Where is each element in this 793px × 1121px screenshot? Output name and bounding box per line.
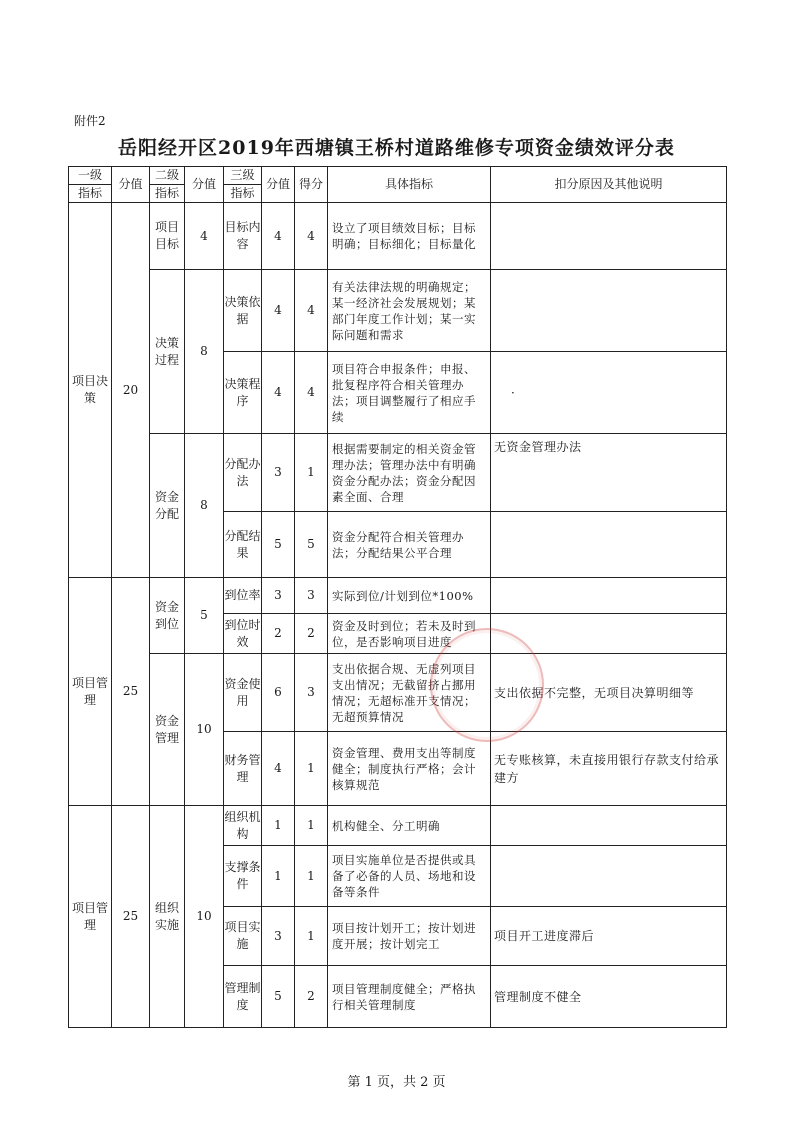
row-got: 4 [295,203,328,270]
header-score2: 分值 [185,167,224,203]
row-detail: 资金分配符合相关管理办法；分配结果公平合理 [328,512,491,578]
row-score: 6 [262,654,295,732]
row-score: 4 [262,352,295,434]
row-name: 决策程序 [224,352,262,434]
row-detail: 实际到位/计划到位*100% [328,578,491,614]
table-row [69,806,727,846]
header-score3: 分值 [262,167,295,203]
subgroup-name: 项目目标 [150,203,185,270]
table-row [69,654,727,732]
row-score: 2 [262,614,295,654]
row-name: 目标内容 [224,203,262,270]
subgroup-score: 8 [185,270,224,434]
row-reason [491,614,727,654]
row-reason: · [491,352,727,434]
row-reason [491,846,727,907]
row-reason: 支出依据不完整，无项目决算明细等 [491,654,727,732]
row-reason: 项目开工进度滞后 [491,907,727,966]
row-name: 财务管理 [224,732,262,806]
row-score: 1 [262,806,295,846]
row-reason [491,578,727,614]
subgroup-name: 资金到位 [150,578,185,654]
group-name: 项目管理 [69,578,112,806]
subgroup-score: 8 [185,434,224,578]
row-reason [491,806,727,846]
subgroup-name: 资金分配 [150,434,185,578]
group-score: 20 [112,203,150,578]
row-detail: 有关法律法规的明确规定；某一经济社会发展规划；某部门年度工作计划；某一实际问题和需求 [328,270,491,352]
row-score: 3 [262,578,295,614]
row-reason: 无资金管理办法 [491,434,727,512]
row-detail: 资金及时到位；若未及时到位，是否影响项目进度 [328,614,491,654]
row-reason [491,512,727,578]
row-got: 3 [295,654,328,732]
header-row-1 [69,167,727,185]
row-name: 支撑条件 [224,846,262,907]
row-reason [491,203,727,270]
header-level2-b: 指标 [150,185,185,203]
page-title: 岳阳经开区2019年西塘镇王桥村道路维修专项资金绩效评分表 [118,137,675,159]
group-score: 25 [112,578,150,806]
row-got: 2 [295,614,328,654]
row-score: 4 [262,203,295,270]
row-name: 到位时效 [224,614,262,654]
header-detail: 具体指标 [328,167,491,203]
row-got: 1 [295,907,328,966]
row-detail: 根据需要制定的相关资金管理办法；管理办法中有明确资金分配办法；资金分配因素全面、合理 [328,434,491,512]
subgroup-name: 组织实施 [150,806,185,1028]
row-got: 5 [295,512,328,578]
row-detail: 项目按计划开工；按计划进度开展；按计划完工 [328,907,491,966]
row-detail: 项目符合申报条件；申报、批复程序符合相关管理办法；项目调整履行了相应手续 [328,352,491,434]
page-footer: 第 1 页，共 2 页 [347,1075,446,1090]
row-score: 3 [262,434,295,512]
row-score: 4 [262,270,295,352]
row-reason: 管理制度不健全 [491,966,727,1028]
row-reason [491,270,727,352]
row-detail: 项目实施单位是否提供或具备了必备的人员、场地和设备等条件 [328,846,491,907]
row-got: 1 [295,806,328,846]
subgroup-score: 5 [185,578,224,654]
header-level2: 二级 [150,167,185,185]
group-name: 项目决策 [69,203,112,578]
score-table [68,166,727,1028]
row-score: 1 [262,846,295,907]
header-level3-b: 指标 [224,185,262,203]
row-name: 决策依据 [224,270,262,352]
row-got: 4 [295,352,328,434]
row-got: 1 [295,732,328,806]
row-detail: 项目管理制度健全；严格执行相关管理制度 [328,966,491,1028]
row-detail: 资金管理、费用支出等制度健全；制度执行严格；会计核算规范 [328,732,491,806]
attachment-label: 附件2 [74,114,106,128]
table-row [69,434,727,512]
table-row [69,578,727,614]
row-detail: 设立了项目绩效目标；目标明确；目标细化；目标量化 [328,203,491,270]
row-reason: 无专账核算，未直接用银行存款支付给承建方 [491,732,727,806]
group-score: 25 [112,806,150,1028]
row-detail: 支出依据合规、无虚列项目支出情况；无截留挤占挪用情况；无超标准开支情况；无超预算情况 [328,654,491,732]
header-level3: 三级 [224,167,262,185]
row-score: 3 [262,907,295,966]
row-name: 资金使用 [224,654,262,732]
row-got: 2 [295,966,328,1028]
row-got: 3 [295,578,328,614]
row-score: 5 [262,966,295,1028]
subgroup-score: 10 [185,806,224,1028]
row-got: 4 [295,270,328,352]
row-name: 分配办法 [224,434,262,512]
row-detail: 机构健全、分工明确 [328,806,491,846]
row-score: 4 [262,732,295,806]
table-row [69,203,727,270]
group-name: 项目管理 [69,806,112,1028]
subgroup-score: 10 [185,654,224,806]
row-name: 到位率 [224,578,262,614]
header-reason: 扣分原因及其他说明 [491,167,727,203]
header-got: 得分 [295,167,328,203]
row-name: 项目实施 [224,907,262,966]
row-name: 组织机构 [224,806,262,846]
subgroup-name: 资金管理 [150,654,185,806]
row-name: 分配结果 [224,512,262,578]
row-score: 5 [262,512,295,578]
header-score1: 分值 [112,167,150,203]
header-level1-b: 指标 [69,185,112,203]
row-got: 1 [295,846,328,907]
table-row [69,270,727,352]
subgroup-name: 决策过程 [150,270,185,434]
subgroup-score: 4 [185,203,224,270]
header-level1: 一级 [69,167,112,185]
row-got: 1 [295,434,328,512]
row-name: 管理制度 [224,966,262,1028]
